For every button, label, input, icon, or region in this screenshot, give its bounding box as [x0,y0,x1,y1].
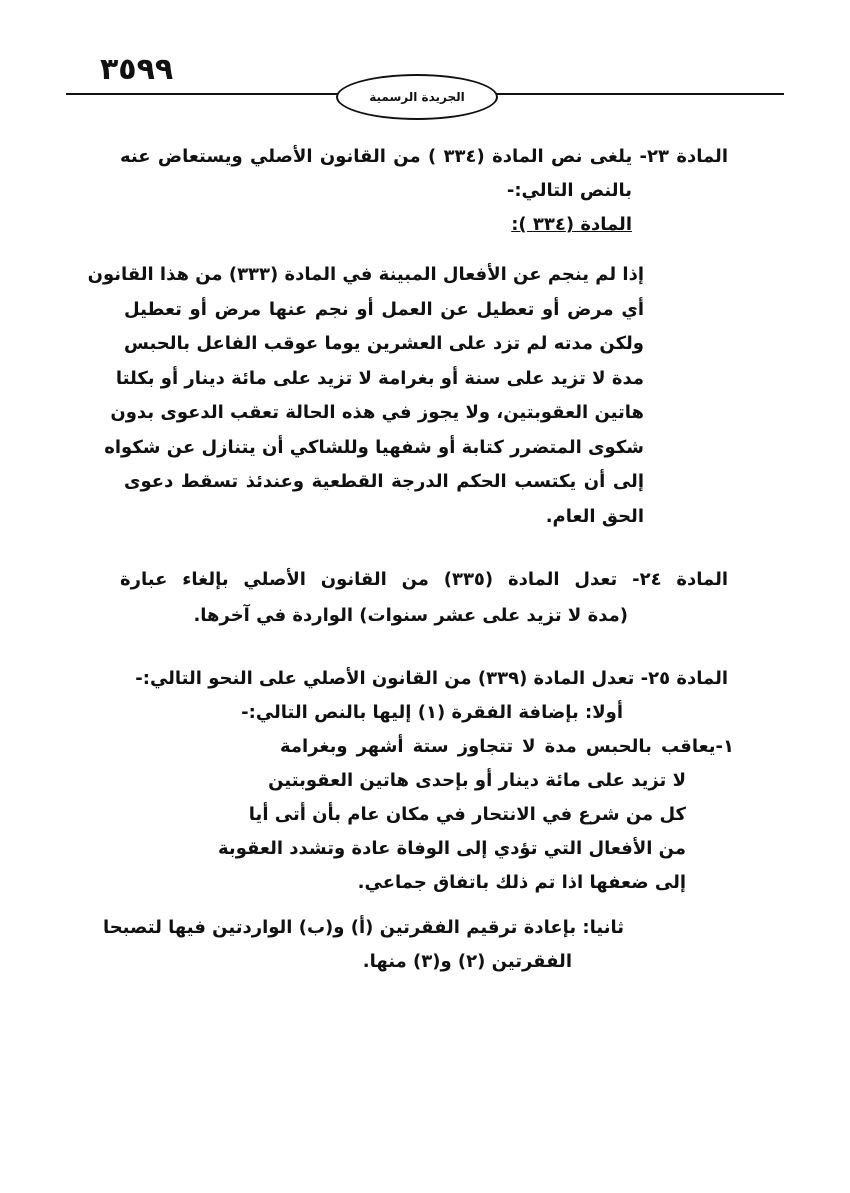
clause-line: ثانيا: بإعادة ترقيم الفقرتين (أ) و(ب) الواردتين فيها لتصبحا [102,917,624,938]
article-24-line: المادة ٢٤- تعدل المادة (٣٣٥) من القانون الأصلي بإلغاء عبارة [120,569,728,590]
article-23-line: بالنص التالي:- [506,180,632,201]
text-line: إذا لم ينجم عن الأفعال المبينة في المادة (٣٣٣) من هذا القانون [87,264,644,285]
article-25-line: المادة ٢٥- تعدل المادة (٣٣٩) من القانون الأصلي على النحو التالي:- [135,668,728,689]
item-line: إلى ضعفها اذا تم ذلك باتفاق جماعي. [357,872,686,893]
gazette-title-oval [336,74,498,120]
article-334-heading: المادة (٣٣٤ ): [511,214,632,235]
text-line: الحق العام. [545,505,644,527]
article-25-second-clause [102,911,624,979]
item-line: ١-يعاقب بالحبس مدة لا تتجاوز ستة أشهر وبغرامة [280,736,734,757]
item-line: لا تزيد على مائة دينار أو بإحدى هاتين العقوبتين [268,770,686,791]
text-line: إلى أن يكتسب الحكم الدرجة القطعية وعندئذ تسقط دعوى [124,471,644,492]
article-24 [120,562,728,634]
article-23-line: المادة ٢٣- يلغى نص المادة (٣٣٤ ) من القانون الأصلي ويستعاض عنه [120,146,728,167]
article-24-line: (مدة لا تزيد على عشر سنوات) الواردة في آخرها. [193,605,628,626]
article-23 [120,140,728,242]
clause-line: الفقرتين (٢) و(٣) منها. [362,951,572,972]
item-line: كل من شرع في الانتحار في مكان عام بأن أتى أيا [248,804,686,825]
text-line: شكوى المتضرر كتابة أو شفهيا وللشاكي أن يتنازل عن شكواه [104,436,644,458]
item-line: من الأفعال التي تؤدي إلى الوفاة عادة وتشدد العقوبة [218,838,686,859]
article-25-item-1 [218,730,734,900]
article-25 [120,662,728,730]
page-number: ٣٥٩٩ [100,52,174,87]
text-line: أي مرض أو تعطيل عن العمل أو نجم عنها مرض أو تعطيل [124,298,644,320]
text-line: هاتين العقوبتين، ولا يجوز في هذه الحالة تعقب الدعوى بدون [110,402,644,423]
gazette-title: الجريدة الرسمية [369,90,465,104]
article-334-text [87,258,644,534]
article-25-first-clause: أولا: بإضافة الفقرة (١) إليها بالنص التالي:- [241,702,623,723]
text-line: مدة لا تزيد على سنة أو بغرامة لا تزيد على مائة دينار أو بكلتا [115,367,644,389]
text-line: ولكن مدته لم تزد على العشرين يوما عوقب الفاعل بالحبس [124,333,644,354]
